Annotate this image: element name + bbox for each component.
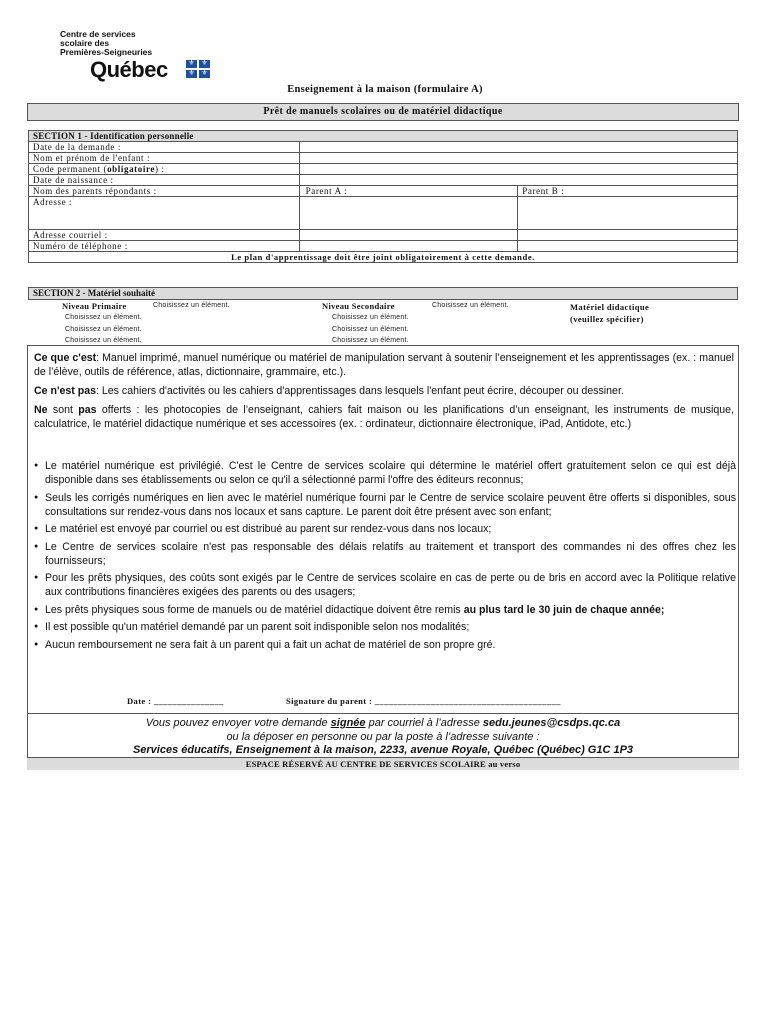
list-item: ● Les prêts physiques sous forme de manuels ou de matériel didactique doivent être remis au plus tard le 30 juin de chaque année; bbox=[34, 603, 736, 617]
identification-table bbox=[28, 130, 738, 263]
address-label: Adresse : bbox=[29, 197, 300, 230]
org-line-2: scolaire des bbox=[60, 38, 110, 48]
parent-b-field[interactable]: Parent B : bbox=[518, 186, 738, 197]
list-item: ● Le matériel numérique est privilégié. C'est le Centre de services scolaire qui détermine le matériel offert gratuitement selon ce qui est déjà disponible dans ses établissements ou selon ce qu'il a sélectionné parmi l'offre des éditeurs reconnus; bbox=[34, 459, 736, 487]
birth-date-label: Date de naissance : bbox=[29, 175, 300, 186]
send-instructions-line1: Vous pouvez envoyer votre demande signée par courriel à l’adresse sedu.jeunes@csdps.qc.ca bbox=[145, 717, 621, 729]
email-field-a[interactable] bbox=[299, 230, 518, 241]
learning-plan-note: Le plan d'apprentissage doit être joint obligatoirement à cette demande. bbox=[29, 252, 738, 263]
primaire-select-3[interactable]: Choisissez un élément. bbox=[65, 326, 142, 333]
date-signature-field[interactable]: Date : _______________ bbox=[127, 696, 224, 706]
primaire-label: Niveau Primaire bbox=[62, 301, 127, 311]
address-field-b[interactable] bbox=[518, 197, 738, 230]
address-field-a[interactable] bbox=[299, 197, 518, 230]
phone-label: Numéro de téléphone : bbox=[29, 241, 300, 252]
parents-label: Nom des parents répondants : bbox=[29, 186, 300, 197]
phone-field-b[interactable] bbox=[518, 241, 738, 252]
form-banner: Prêt de manuels scolaires ou de matériel didactique bbox=[27, 103, 739, 121]
secondaire-label: Niveau Secondaire bbox=[322, 301, 395, 311]
reserved-space-banner: ESPACE RÉSERVÉ AU CENTRE DE SERVICES SCOLAIRE au verso bbox=[27, 757, 739, 770]
secondaire-select-3[interactable]: Choisissez un élément. bbox=[332, 326, 409, 333]
csdps-logo bbox=[60, 30, 230, 80]
list-item: ● Aucun remboursement ne sera fait à un parent qui a fait un achat de matériel de son propre gré. bbox=[34, 638, 736, 652]
primaire-select-4[interactable]: Choisissez un élément. bbox=[65, 337, 142, 344]
secondaire-select-4[interactable]: Choisissez un élément. bbox=[332, 337, 409, 344]
primaire-select-1[interactable]: Choisissez un élément. bbox=[153, 302, 230, 309]
not-offered-paragraph: Ne sont pas offerts : les photocopies de l’enseignant, cahiers fait maison ou les planifications d’un enseignant, les instruments de musique, calculatrice, le matériel didactique numérique et ses accessoires (ex. : ordinateur, dictionnaire électronique, iPad, Antidote, etc.) bbox=[34, 404, 734, 430]
org-line-3: Premières-Seigneuries bbox=[60, 47, 153, 57]
email-link[interactable]: sedu.jeunes@csdps.qc.ca bbox=[482, 717, 621, 729]
list-item: ● Pour les prêts physiques, des coûts sont exigés par le Centre de services scolaire en cas de perte ou de bris en accord avec la Politique relative aux contributions financières exigées des parents ou des usagers; bbox=[34, 571, 736, 599]
secondaire-select-1[interactable]: Choisissez un élément. bbox=[432, 302, 509, 309]
phone-field-a[interactable] bbox=[299, 241, 518, 252]
definition-paragraph: Ce que c'est: Manuel imprimé, manuel numérique ou matériel de manipulation servant à soutenir l’enseignement et les apprentissages (ex. : manuel de l’élève, outils de référence, atlas, dictionnaire, grammaire, etc.). bbox=[34, 352, 734, 378]
fleurdelise-flag-icon: ⚜ ⚜ ⚜ ⚜ bbox=[186, 60, 210, 78]
materiel-didactique-label: Matériel didactique (veuillez spécifier) bbox=[570, 302, 650, 324]
secondaire-select-2[interactable]: Choisissez un élément. bbox=[332, 314, 409, 321]
list-item: ● Le matériel est envoyé par courriel ou est distribué au parent sur rendez-vous dans nos locaux; bbox=[34, 522, 736, 536]
permanent-code-label: Code permanent (obligatoire) : bbox=[29, 164, 300, 175]
exclusion-paragraph: Ce n'est pas: Les cahiers d'activités ou les cahiers d'apprentissages dans lesquels l'enfant peut écrire, découper ou dessiner. bbox=[34, 385, 624, 397]
postal-address: Services éducatifs, Enseignement à la maison, 2233, avenue Royale, Québec (Québec) G1C 1P3 bbox=[132, 744, 634, 756]
permanent-code-field[interactable] bbox=[299, 164, 737, 175]
section1-heading: SECTION 1 - Identification personnelle bbox=[29, 131, 738, 142]
parent-signature-field[interactable]: Signature du parent : ________________________________________ bbox=[286, 696, 561, 706]
form-title: Enseignement à la maison (formulaire A) bbox=[287, 84, 483, 95]
conditions-list bbox=[34, 459, 736, 655]
quebec-wordmark: Québec bbox=[90, 57, 168, 82]
child-name-field[interactable] bbox=[299, 153, 737, 164]
send-instructions-line2: ou la déposer en personne ou par la poste à l’adresse suivante : bbox=[226, 731, 540, 743]
parent-a-field[interactable]: Parent A : bbox=[299, 186, 518, 197]
email-label: Adresse courriel : bbox=[29, 230, 300, 241]
email-field-b[interactable] bbox=[518, 230, 738, 241]
org-line-1: Centre de services bbox=[60, 29, 136, 39]
divider bbox=[27, 713, 739, 714]
request-date-field[interactable] bbox=[299, 142, 737, 153]
list-item: ● Seuls les corrigés numériques en lien avec le matériel numérique fourni par le Centre de service scolaire peuvent être offerts si disponibles, sous consultations sur rendez-vous dans nos locaux et sans capture. Le parent doit être présent avec son enfant; bbox=[34, 491, 736, 519]
list-item: ● Il est possible qu'un matériel demandé par un parent soit indisponible selon nos modalités; bbox=[34, 620, 736, 634]
request-date-label: Date de la demande : bbox=[29, 142, 300, 153]
child-name-label: Nom et prénom de l'enfant : bbox=[29, 153, 300, 164]
birth-date-field[interactable] bbox=[299, 175, 737, 186]
list-item: ● Le Centre de services scolaire n'est pas responsable des délais relatifs au traitement et transport des commandes ni des offres chez les fournisseurs; bbox=[34, 540, 736, 568]
primaire-select-2[interactable]: Choisissez un élément. bbox=[65, 314, 142, 321]
section2-heading: SECTION 2 - Matériel souhaité bbox=[28, 287, 738, 300]
